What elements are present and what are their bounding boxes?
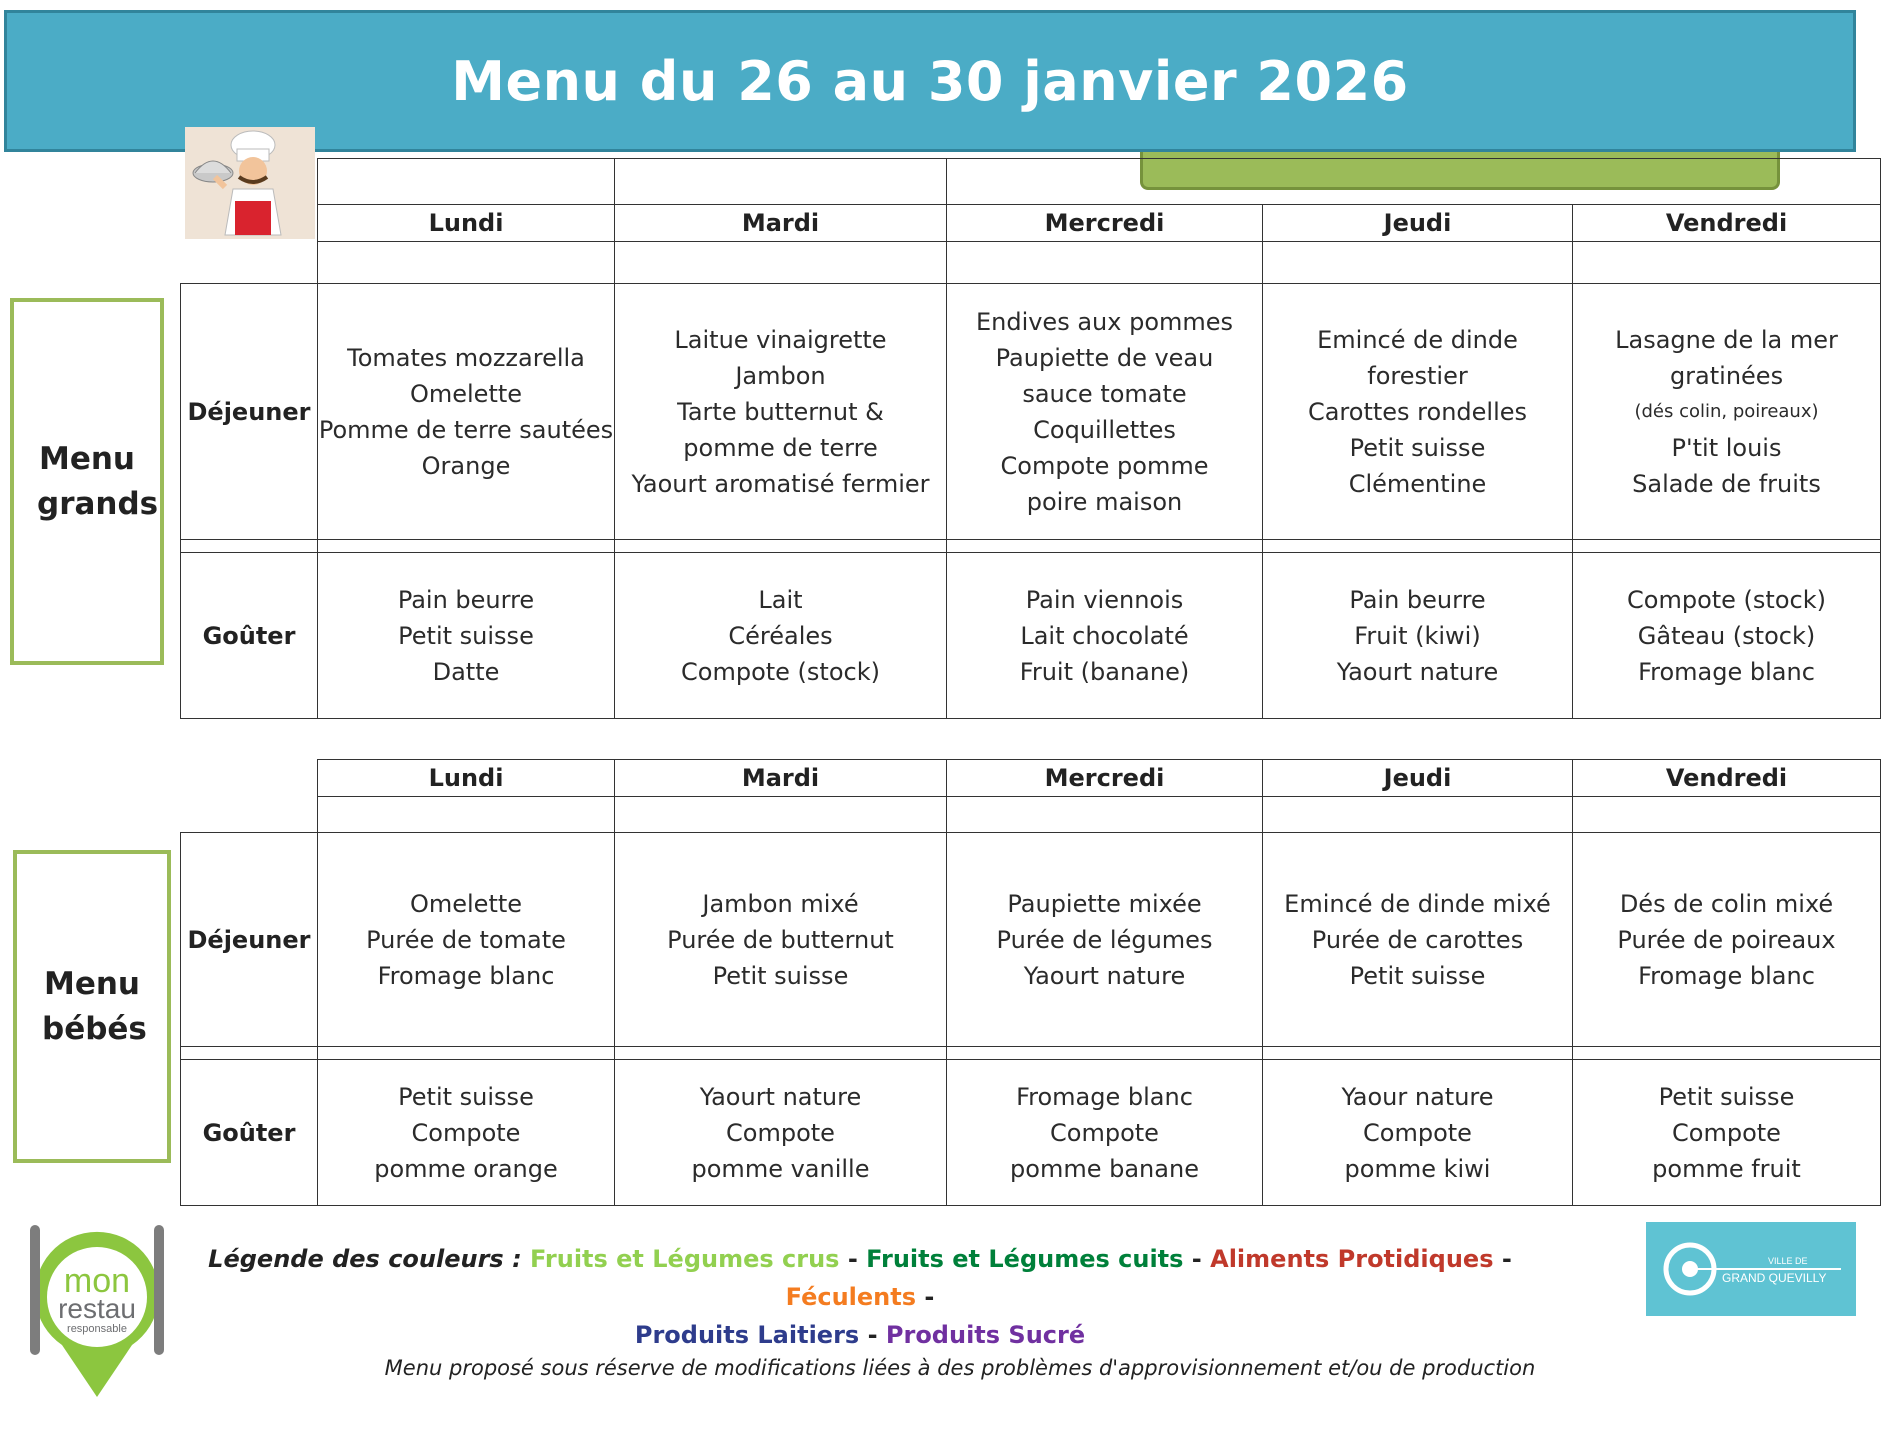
legend-proteines: Aliments Protidiques (1210, 1245, 1494, 1273)
menu-grands-label (10, 298, 164, 665)
menu-bebes-label (13, 850, 171, 1163)
day-header-row (181, 205, 1881, 242)
dish: forestier (1367, 361, 1468, 390)
dish: Compote (stock) (1627, 585, 1826, 614)
legend-fruits-cuits: Fruits et Légumes cuits (866, 1245, 1184, 1273)
dish: Fruit (banane) (1019, 657, 1190, 686)
spacer-row (181, 540, 1881, 553)
legend-sucre: Produits Sucré (885, 1321, 1086, 1349)
meal-cell (318, 1060, 615, 1206)
dish: Compote (stock) (681, 657, 880, 686)
dish: Purée de tomate (366, 925, 566, 954)
dish: Paupiette de veau (995, 343, 1214, 372)
meal-cell (615, 1060, 947, 1206)
dish: Emincé de dinde mixé (1284, 889, 1551, 918)
dish: Yaourt nature (699, 1082, 862, 1111)
logo-text-mon: mon (63, 1262, 131, 1300)
dish: pomme banane (1010, 1154, 1199, 1183)
logo-text-restau: restau (58, 1293, 136, 1324)
dish: Fruit (kiwi) (1354, 621, 1481, 650)
dish: Lasagne de la mer (1615, 325, 1838, 354)
dish: Compote (1672, 1118, 1781, 1147)
row-label-dejeuner: Déjeuner (181, 284, 318, 540)
dish: Céréales (728, 621, 833, 650)
dish: Omelette (409, 379, 523, 408)
day-header: Vendredi (1573, 205, 1881, 242)
dish: Carottes rondelles (1307, 397, 1528, 426)
dish: Pain beurre (1349, 585, 1486, 614)
legend-separator: - (1191, 1245, 1202, 1273)
dish: Endives aux pommes (975, 307, 1234, 336)
dish: Compote (411, 1118, 521, 1147)
dish: Fromage blanc (1016, 1082, 1193, 1111)
dish: Jambon mixé (702, 889, 859, 918)
dish: pomme vanille (691, 1154, 870, 1183)
dejeuner-row (181, 284, 1881, 540)
dish: Compote (726, 1118, 835, 1147)
dish: Yaourt nature (1023, 961, 1186, 990)
gouter-row (181, 553, 1881, 719)
meal-cell (1573, 284, 1881, 540)
dish: Compote (1050, 1118, 1159, 1147)
dish: Petit suisse (712, 961, 849, 990)
logo-text-ville-de: VILLE DE (1768, 1256, 1808, 1266)
dish: P'tit louis (1671, 433, 1782, 462)
dish: Gâteau (stock) (1637, 621, 1816, 650)
dish: poire maison (1026, 487, 1183, 516)
dish: Pain beurre (397, 585, 535, 614)
meal-cell (1573, 1060, 1881, 1206)
day-header-row (181, 760, 1881, 797)
meal-cell (1263, 553, 1573, 719)
dish: Purée de carottes (1311, 925, 1524, 954)
dish: Tarte butternut & (677, 397, 884, 426)
row-label-gouter: Goûter (181, 553, 318, 719)
legend-separator: - (847, 1245, 858, 1273)
dish: Fromage blanc (377, 961, 555, 990)
disclaimer: Menu proposé sous réserve de modifications liées à des problèmes d'approvisionnement et/ou de production (384, 1356, 1536, 1380)
legend-laitiers: Produits Laitiers (634, 1321, 860, 1349)
dish: Tomates mozzarella (347, 343, 585, 372)
dish: pomme kiwi (1344, 1154, 1491, 1183)
dish: Fromage blanc (1638, 961, 1815, 990)
dish: pomme fruit (1652, 1154, 1801, 1183)
dish: Dés de colin mixé (1619, 889, 1834, 918)
dish: Petit suisse (1349, 961, 1486, 990)
dish: sauce tomate (1022, 379, 1187, 408)
dish: pomme orange (374, 1154, 558, 1183)
legend-separator: - (924, 1283, 935, 1311)
spacer-row (181, 797, 1881, 833)
dish: Coquillettes (1033, 415, 1176, 444)
dish: Yaourt aromatisé fermier (631, 469, 930, 498)
dish: Purée de butternut (667, 925, 894, 954)
dish: Orange (421, 451, 511, 480)
grand-quevilly-logo (1646, 1222, 1856, 1316)
menu-grands-table (180, 158, 1881, 719)
day-header: Mercredi (947, 205, 1263, 242)
row-label-gouter: Goûter (181, 1060, 318, 1206)
day-header: Lundi (318, 205, 615, 242)
color-legend (150, 1240, 1570, 1354)
dish: Lait chocolaté (1020, 621, 1189, 650)
meal-cell (947, 553, 1263, 719)
dish: Pomme de terre sautées (318, 415, 614, 444)
day-header: Jeudi (1263, 760, 1573, 797)
page-title: Menu du 26 au 30 janvier 2026 (451, 49, 1409, 113)
logo-text-grand-quevilly: GRAND QUEVILLY (1722, 1271, 1827, 1285)
meal-cell (1263, 833, 1573, 1047)
day-header: Jeudi (1263, 205, 1573, 242)
dish: Petit suisse (1349, 433, 1486, 462)
table-header-blank-row (181, 159, 1881, 205)
gouter-row (181, 1060, 1881, 1206)
menu-grands-text: Menu grands (37, 440, 159, 522)
dish: Jambon (735, 361, 826, 390)
dish: Compote pomme (1000, 451, 1209, 480)
dish: Yaour nature (1341, 1082, 1494, 1111)
dish: (dés colin, poireaux) (1634, 400, 1819, 422)
meal-cell (1573, 833, 1881, 1047)
legend-line-2 (150, 1316, 1570, 1354)
dish: Petit suisse (398, 1082, 534, 1111)
row-label-dejeuner: Déjeuner (181, 833, 318, 1047)
dish: Petit suisse (398, 621, 534, 650)
dish: Emincé de dinde (1317, 325, 1518, 354)
meal-cell (318, 284, 615, 540)
dish: Fromage blanc (1638, 657, 1815, 686)
legend-fruits-crus: Fruits et Légumes crus (530, 1245, 840, 1273)
meal-cell (947, 284, 1263, 540)
legend-label: Légende des couleurs : (208, 1245, 522, 1273)
legend-separator: - (867, 1321, 878, 1349)
meal-cell (318, 833, 615, 1047)
dish: Purée de légumes (996, 925, 1213, 954)
meal-cell (947, 1060, 1263, 1206)
meal-cell (947, 833, 1263, 1047)
meal-cell (615, 553, 947, 719)
spacer-row (181, 1047, 1881, 1060)
day-header: Lundi (318, 760, 615, 797)
meal-cell (1263, 1060, 1573, 1206)
menu-bebes-table (180, 759, 1881, 1206)
legend-line-1 (150, 1240, 1570, 1316)
dish: gratinées (1669, 361, 1784, 390)
day-header: Vendredi (1573, 760, 1881, 797)
legend-feculents: Féculents (785, 1283, 917, 1311)
dish: Lait (758, 585, 803, 614)
meal-cell (615, 284, 947, 540)
meal-cell (1263, 284, 1573, 540)
menu-bebes-text: Menu bébés (42, 965, 147, 1047)
day-header: Mardi (615, 205, 947, 242)
dish: Omelette (409, 889, 523, 918)
dish: Clémentine (1348, 469, 1487, 498)
dish: pomme de terre (683, 433, 878, 462)
dish: Paupiette mixée (1007, 889, 1202, 918)
meal-cell (318, 553, 615, 719)
dish: Laitue vinaigrette (674, 325, 887, 354)
dish: Yaourt nature (1336, 657, 1499, 686)
legend-separator: - (1501, 1245, 1512, 1273)
logo-text-responsable: responsable (67, 1323, 127, 1335)
spacer-row (181, 242, 1881, 284)
dish: Pain viennois (1025, 585, 1184, 614)
dish: Purée de poireaux (1617, 925, 1836, 954)
dish: Datte (432, 657, 500, 686)
meal-cell (615, 833, 947, 1047)
dish: Petit suisse (1658, 1082, 1795, 1111)
dish: Compote (1363, 1118, 1472, 1147)
meal-cell (1573, 553, 1881, 719)
day-header: Mardi (615, 760, 947, 797)
day-header: Mercredi (947, 760, 1263, 797)
dejeuner-row (181, 833, 1881, 1047)
dish: Salade de fruits (1632, 469, 1821, 498)
